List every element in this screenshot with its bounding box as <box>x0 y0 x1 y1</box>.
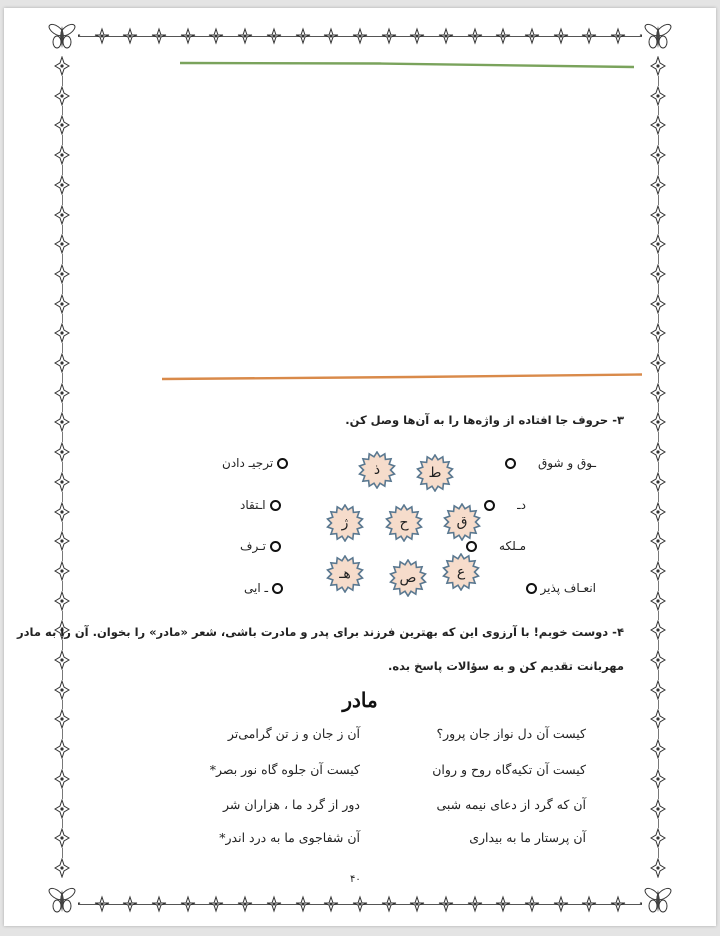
match-word-left[interactable]: ترجیـ دادن <box>222 456 288 470</box>
poem-verse-left: آن ز جان و ز تن گرامی‌تر <box>227 726 360 741</box>
border-ornament-icon <box>494 26 512 46</box>
border-ornament-icon <box>93 26 111 46</box>
border-ornament-icon <box>351 894 369 914</box>
border-ornament-icon <box>54 858 70 878</box>
border-ornament-icon <box>650 739 666 759</box>
poem-verse-left: کیست آن جلوه گاه نور بصر* <box>209 762 360 777</box>
letter-star-badge[interactable]: ط <box>416 454 454 492</box>
match-dot[interactable] <box>466 541 477 552</box>
match-word-right[interactable]: دـ <box>484 498 526 512</box>
letter-star-badge[interactable]: ع <box>442 553 480 591</box>
match-word-right[interactable]: ـوق و شوق <box>505 456 596 470</box>
border-ornament-icon <box>54 769 70 789</box>
border-bottom <box>64 894 656 914</box>
border-ornament-icon <box>150 26 168 46</box>
border-ornament-icon <box>54 650 70 670</box>
border-ornament-icon <box>294 894 312 914</box>
border-ornament-icon <box>54 175 70 195</box>
border-ornament-icon <box>54 56 70 76</box>
question-4-instruction-line2: مهربانت تقدیم کن و به سؤالات پاسخ بده. <box>387 659 624 673</box>
border-ornament-icon <box>650 56 666 76</box>
poem-verse-right: آن که گرد از دعای نیمه شبی <box>436 797 586 812</box>
border-ornament-icon <box>351 26 369 46</box>
border-ornament-icon <box>650 294 666 314</box>
border-ornament-icon <box>54 294 70 314</box>
border-ornament-icon <box>179 894 197 914</box>
border-ornament-icon <box>408 894 426 914</box>
question-4-instruction-line1: ۴- دوست خوبم! با آرزوی این که بهترین فرزند برای پدر و مادرت باشی، شعر «مادر» را بخوان. آن را به مادر <box>17 625 624 639</box>
border-ornament-icon <box>609 26 627 46</box>
border-ornament-icon <box>552 26 570 46</box>
match-word-right[interactable]: مـلکه <box>466 539 526 553</box>
border-ornament-icon <box>54 472 70 492</box>
border-ornament-icon <box>609 894 627 914</box>
border-ornament-icon <box>93 894 111 914</box>
border-ornament-icon <box>236 26 254 46</box>
border-ornament-icon <box>523 894 541 914</box>
border-ornament-icon <box>294 26 312 46</box>
match-word-right[interactable]: انعـاف پذیر <box>526 581 597 595</box>
border-ornament-icon <box>552 894 570 914</box>
border-ornament-icon <box>650 650 666 670</box>
letter-star-badge[interactable]: ح <box>385 504 423 542</box>
border-ornament-icon <box>54 591 70 611</box>
border-ornament-icon <box>54 86 70 106</box>
border-left <box>52 56 72 878</box>
border-ornament-icon <box>54 799 70 819</box>
border-ornament-icon <box>650 264 666 284</box>
border-ornament-icon <box>650 591 666 611</box>
border-ornament-icon <box>650 472 666 492</box>
border-ornament-icon <box>265 894 283 914</box>
border-ornament-icon <box>322 894 340 914</box>
border-ornament-icon <box>650 858 666 878</box>
border-ornament-icon <box>54 442 70 462</box>
border-ornament-icon <box>207 894 225 914</box>
letter-star-badge[interactable]: هـ <box>326 555 364 593</box>
border-ornament-icon <box>650 205 666 225</box>
match-dot[interactable] <box>505 458 516 469</box>
border-ornament-icon <box>322 26 340 46</box>
border-ornament-icon <box>54 264 70 284</box>
letter-star-badge[interactable]: ذ <box>358 451 396 489</box>
border-ornament-icon <box>650 502 666 522</box>
border-ornament-icon <box>437 894 455 914</box>
border-ornament-icon <box>54 383 70 403</box>
border-ornament-icon <box>121 894 139 914</box>
border-top <box>64 26 656 46</box>
border-ornament-icon <box>650 620 666 640</box>
border-ornament-icon <box>54 828 70 848</box>
match-dot[interactable] <box>270 500 281 511</box>
border-ornament-icon <box>150 894 168 914</box>
border-ornament-icon <box>650 353 666 373</box>
border-ornament-icon <box>650 442 666 462</box>
poem-verse-right: کیست آن دل نواز جان پرور؟ <box>436 726 586 741</box>
poem-title: مادر <box>342 688 378 712</box>
border-ornament-icon <box>650 383 666 403</box>
border-ornament-icon <box>437 26 455 46</box>
border-ornament-icon <box>650 412 666 432</box>
corner-flower-icon <box>46 884 78 916</box>
border-ornament-icon <box>650 531 666 551</box>
worksheet-page <box>4 8 716 926</box>
border-ornament-icon <box>650 323 666 343</box>
match-dot[interactable] <box>270 541 281 552</box>
match-dot[interactable] <box>526 583 537 594</box>
border-right <box>648 56 668 878</box>
match-word-left[interactable]: اـتقاد <box>240 498 281 512</box>
border-ornament-icon <box>466 894 484 914</box>
border-ornament-icon <box>54 145 70 165</box>
border-ornament-icon <box>54 205 70 225</box>
border-ornament-icon <box>580 894 598 914</box>
poem-verse-right: کیست آن تکیه‌گاه روح و روان <box>432 762 586 777</box>
border-ornament-icon <box>580 26 598 46</box>
border-ornament-icon <box>650 828 666 848</box>
answer-line-orange <box>162 373 642 381</box>
border-ornament-icon <box>380 894 398 914</box>
border-ornament-icon <box>650 561 666 581</box>
letter-star-badge[interactable]: ق <box>443 503 481 541</box>
page-number: ۴۰ <box>350 874 361 885</box>
border-ornament-icon <box>494 894 512 914</box>
match-word-left[interactable]: ـ ایی <box>244 581 283 595</box>
border-ornament-icon <box>54 561 70 581</box>
border-ornament-icon <box>54 709 70 729</box>
question-3-instruction: ۳- حروف جا افتاده از واژه‌ها را به آن‌ها وصل کن. <box>345 413 624 427</box>
border-ornament-icon <box>54 234 70 254</box>
poem-verse-left: آن شفاجوی ما به درد اندر* <box>219 830 360 845</box>
border-ornament-icon <box>408 26 426 46</box>
match-dot[interactable] <box>277 458 288 469</box>
match-word-left[interactable]: تـرف <box>240 539 281 553</box>
border-ornament-icon <box>523 26 541 46</box>
border-ornament-icon <box>54 323 70 343</box>
border-ornament-icon <box>179 26 197 46</box>
answer-line-green <box>180 61 634 69</box>
border-ornament-icon <box>54 531 70 551</box>
poem-verse-left: دور از گرد ما ، هزاران شر <box>223 797 360 812</box>
border-ornament-icon <box>650 115 666 135</box>
border-ornament-icon <box>54 115 70 135</box>
border-ornament-icon <box>650 86 666 106</box>
border-ornament-icon <box>54 412 70 432</box>
border-ornament-icon <box>466 26 484 46</box>
corner-flower-icon <box>642 20 674 52</box>
corner-flower-icon <box>46 20 78 52</box>
border-ornament-icon <box>380 26 398 46</box>
border-ornament-icon <box>650 234 666 254</box>
match-dot[interactable] <box>272 583 283 594</box>
border-ornament-icon <box>650 799 666 819</box>
border-ornament-icon <box>54 739 70 759</box>
corner-flower-icon <box>642 884 674 916</box>
border-ornament-icon <box>650 175 666 195</box>
letter-star-badge[interactable]: ص <box>389 559 427 597</box>
border-ornament-icon <box>207 26 225 46</box>
letter-star-badge[interactable]: ژ <box>326 504 364 542</box>
border-ornament-icon <box>650 769 666 789</box>
border-ornament-icon <box>54 502 70 522</box>
border-ornament-icon <box>54 353 70 373</box>
match-dot[interactable] <box>484 500 495 511</box>
poem-verse-right: آن پرستار ما به بیداری <box>469 830 586 845</box>
border-ornament-icon <box>121 26 139 46</box>
border-ornament-icon <box>236 894 254 914</box>
border-ornament-icon <box>265 26 283 46</box>
border-ornament-icon <box>650 709 666 729</box>
border-ornament-icon <box>650 145 666 165</box>
